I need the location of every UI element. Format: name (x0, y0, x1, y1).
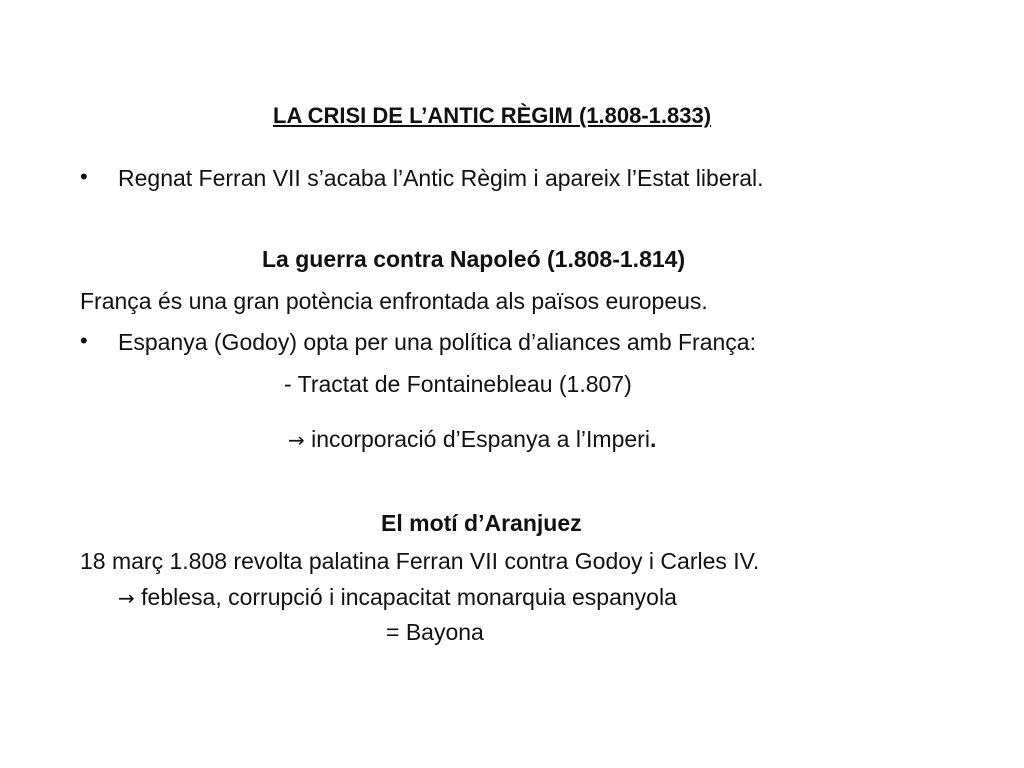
treaty-line: - Tractat de Fontainebleau (1.807) (284, 371, 632, 397)
bayona-row (386, 618, 484, 646)
incorporation-period: . (649, 426, 657, 452)
bullet-text: Regnat Ferran VII s’acaba l’Antic Règim i apareix l’Estat liberal. (118, 165, 764, 191)
slide-title: LA CRISI DE L’ANTIC RÈGIM (1.808-1.833) (273, 103, 712, 128)
france-line: França és una gran potència enfrontada als països europeus. (80, 288, 708, 314)
bullet-marker: • (80, 164, 88, 189)
arrow-right-icon: → (118, 586, 135, 610)
section-heading-napoleon: La guerra contra Napoleó (1.808-1.814) (262, 246, 686, 272)
incorporation-text: incorporació d’Espanya a l’Imperi (311, 426, 650, 452)
bullet-text: Espanya (Godoy) opta per una política d’aliances amb França: (118, 329, 756, 355)
weakness-text: feblesa, corrupció i incapacitat monarquia espanyola (141, 584, 677, 610)
weakness-row (118, 583, 677, 612)
arrow-right-icon: → (288, 428, 305, 452)
incorporation-row (288, 425, 656, 454)
bullet-marker: • (80, 328, 88, 353)
aranjuez-line: 18 març 1.808 revolta palatina Ferran VII contra Godoy i Carles IV. (80, 548, 760, 574)
bayona-text: Bayona (405, 619, 484, 645)
section-heading-aranjuez: El motí d’Aranjuez (381, 510, 582, 536)
equals-icon: = (386, 619, 400, 645)
